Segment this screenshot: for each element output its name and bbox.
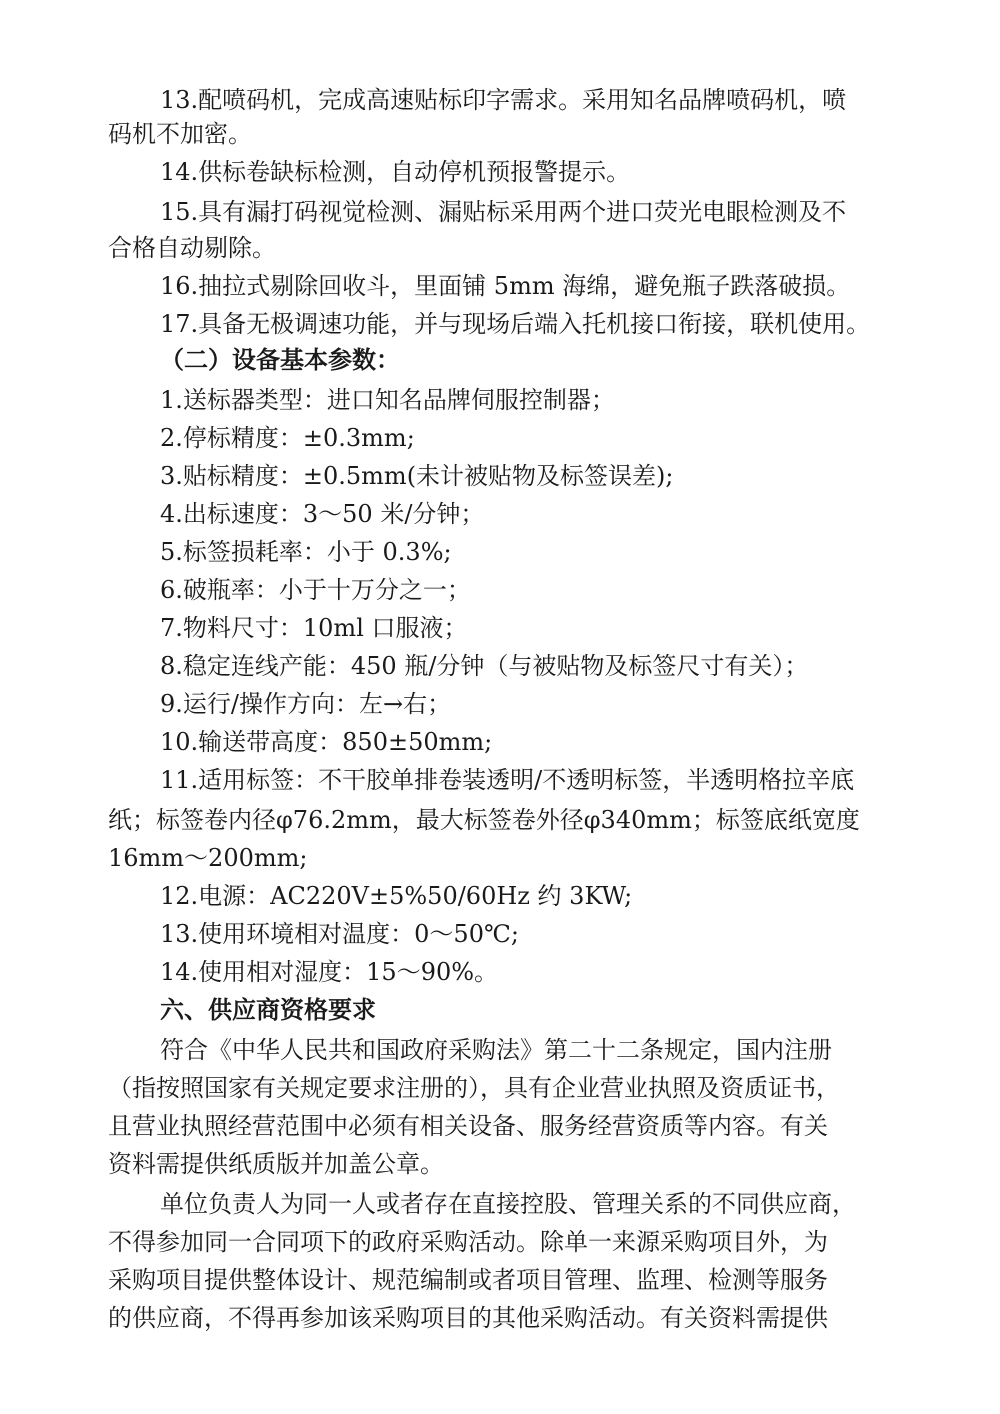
- param-14: 14.使用相对湿度：15～90%。: [160, 958, 499, 986]
- feature-17: 17.具备无极调速功能，并与现场后端入托机接口衔接，联机使用。: [160, 310, 871, 338]
- param-10: 10.输送带高度：850±50mm;: [160, 728, 493, 756]
- feature-14: 14.供标卷缺标检测，自动停机预报警提示。: [160, 158, 631, 186]
- feature-15-line-2: 合格自动剔除。: [108, 234, 276, 262]
- param-3: 3.贴标精度：±0.5mm(未计被贴物及标签误差);: [160, 462, 674, 490]
- param-11-line-1: 11.适用标签：不干胶单排卷装透明/不透明标签，半透明格拉辛底: [160, 766, 855, 794]
- para-1-line-2: （指按照国家有关规定要求注册的），具有企业营业执照及资质证书，: [108, 1074, 840, 1102]
- para-2-line-3: 采购项目提供整体设计、规范编制或者项目管理、监理、检测等服务: [108, 1266, 828, 1294]
- param-8: 8.稳定连线产能：450 瓶/分钟（与被贴物及标签尺寸有关）；: [160, 652, 809, 680]
- param-11-line-2: 纸；标签卷内径φ76.2mm，最大标签卷外径φ340mm；标签底纸宽度: [108, 806, 860, 834]
- para-2-line-4: 的供应商，不得再参加该采购项目的其他采购活动。有关资料需提供: [108, 1304, 828, 1332]
- feature-16: 16.抽拉式剔除回收斗，里面铺 5mm 海绵，避免瓶子跌落破损。: [160, 272, 851, 300]
- para-1-line-1: 符合《中华人民共和国政府采购法》第二十二条规定，国内注册: [160, 1036, 832, 1064]
- param-12: 12.电源：AC220V±5%50/60Hz 约 3KW;: [160, 882, 633, 910]
- para-2-line-1: 单位负责人为同一人或者存在直接控股、管理关系的不同供应商，: [160, 1190, 856, 1218]
- section-heading: 六、供应商资格要求: [160, 995, 376, 1024]
- feature-13-line-2: 码机不加密。: [108, 120, 252, 148]
- param-6: 6.破瓶率：小于十万分之一；: [160, 576, 471, 604]
- feature-13-line-1: 13.配喷码机，完成高速贴标印字需求。采用知名品牌喷码机，喷: [160, 86, 847, 114]
- param-7: 7.物料尺寸：10ml 口服液；: [160, 614, 468, 642]
- feature-15-line-1: 15.具有漏打码视觉检测、漏贴标采用两个进口荧光电眼检测及不: [160, 198, 847, 226]
- params-heading: （二）设备基本参数：: [160, 345, 400, 374]
- para-1-line-4: 资料需提供纸质版并加盖公章。: [108, 1150, 444, 1178]
- param-5: 5.标签损耗率：小于 0.3%;: [160, 538, 452, 566]
- param-9: 9.运行/操作方向：左→右；: [160, 690, 452, 718]
- param-4: 4.出标速度：3～50 米/分钟；: [160, 500, 485, 528]
- para-2-line-2: 不得参加同一合同项下的政府采购活动。除单一来源采购项目外，为: [108, 1228, 828, 1256]
- param-2: 2.停标精度：±0.3mm;: [160, 424, 415, 452]
- param-1: 1.送标器类型：进口知名品牌伺服控制器；: [160, 386, 615, 414]
- param-13: 13.使用环境相对温度：0～50℃;: [160, 920, 519, 948]
- para-1-line-3: 且营业执照经营范围中必须有相关设备、服务经营资质等内容。有关: [108, 1112, 828, 1140]
- param-11-line-3: 16mm～200mm;: [108, 844, 308, 872]
